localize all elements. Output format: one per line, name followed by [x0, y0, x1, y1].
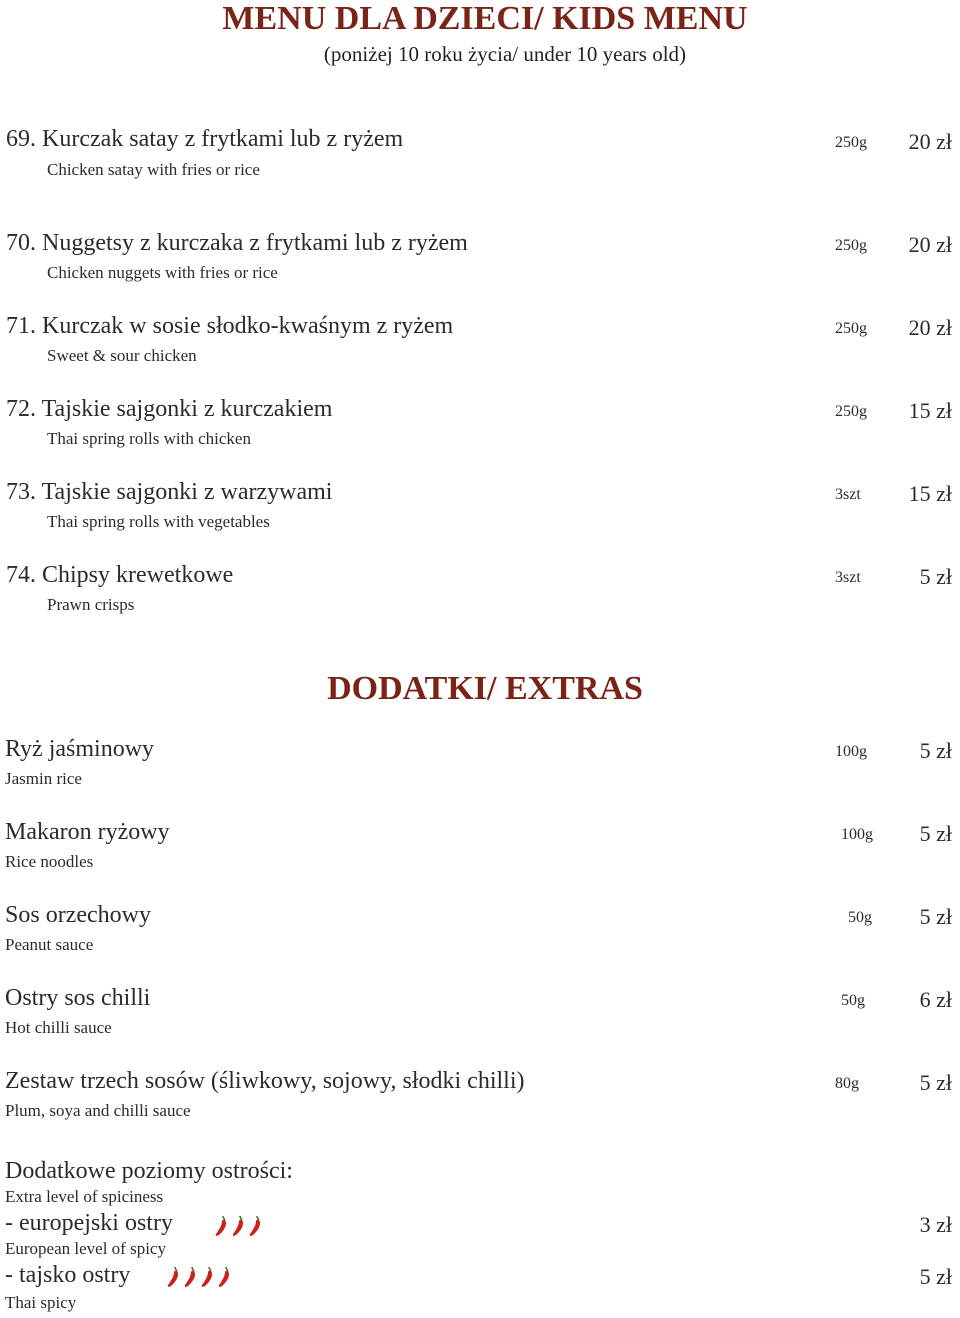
- chili-pepper-icon: [214, 1215, 228, 1237]
- item-name-en: Thai spring rolls with vegetables: [47, 512, 270, 531]
- item-name-pl: Ryż jaśminowy: [5, 736, 155, 762]
- item-name-en: Hot chilli sauce: [5, 1018, 112, 1037]
- spice-level-en: European level of spicy: [5, 1239, 166, 1258]
- item-price: 15 zł: [908, 398, 952, 423]
- item-name-pl: 72. Tajskie sajgonki z kurczakiem: [6, 396, 333, 422]
- item-price: 20 zł: [908, 315, 952, 340]
- item-name-en: Prawn crisps: [47, 595, 135, 614]
- spice-level-pl: - europejski ostry: [5, 1210, 173, 1236]
- chili-pepper-icon: [200, 1266, 214, 1288]
- item-weight: 50g: [841, 992, 865, 1009]
- item-price: 5 zł: [919, 738, 952, 763]
- item-price: 20 zł: [908, 129, 952, 154]
- item-price: 5 zł: [919, 564, 952, 589]
- spice-heading-en: Extra level of spiciness: [5, 1187, 164, 1206]
- item-weight: 250g: [835, 134, 867, 151]
- item-name-pl: Ostry sos chilli: [5, 985, 151, 1011]
- spice-level-pl: - tajsko ostry: [5, 1262, 131, 1288]
- spice-level-en: Thai spicy: [5, 1293, 77, 1312]
- item-name-en: Plum, soya and chilli sauce: [5, 1101, 191, 1120]
- menu-subtitle: (poniżej 10 roku życia/ under 10 years old): [323, 42, 687, 66]
- spice-price: 5 zł: [919, 1264, 952, 1289]
- item-price: 20 zł: [908, 232, 952, 257]
- item-name-pl: 70. Nuggetsy z kurczaka z frytkami lub z ryżem: [6, 230, 468, 256]
- item-weight: 100g: [841, 826, 873, 843]
- item-name-pl: 69. Kurczak satay z frytkami lub z ryżem: [6, 126, 404, 152]
- item-name-en: Chicken satay with fries or rice: [47, 160, 260, 179]
- spice-peppers: [214, 1215, 265, 1237]
- item-name-pl: Sos orzechowy: [5, 902, 151, 928]
- item-weight: 250g: [835, 403, 867, 420]
- item-weight: 80g: [835, 1075, 859, 1092]
- item-name-en: Sweet & sour chicken: [47, 346, 197, 365]
- item-name-en: Peanut sauce: [5, 935, 94, 954]
- item-name-en: Thai spring rolls with chicken: [47, 429, 251, 448]
- item-name-pl: Zestaw trzech sosów (śliwkowy, sojowy, słodki chilli): [5, 1068, 525, 1094]
- item-name-pl: 71. Kurczak w sosie słodko-kwaśnym z ryżem: [6, 313, 454, 339]
- item-name-pl: Makaron ryżowy: [5, 819, 170, 845]
- chili-pepper-icon: [166, 1266, 180, 1288]
- item-price: 5 zł: [919, 821, 952, 846]
- spice-price: 3 zł: [919, 1212, 952, 1237]
- item-price: 15 zł: [908, 481, 952, 506]
- item-weight: 250g: [835, 237, 867, 254]
- item-price: 6 zł: [919, 987, 952, 1012]
- item-weight: 250g: [835, 320, 867, 337]
- chili-pepper-icon: [231, 1215, 245, 1237]
- extras-title: DODATKI/ EXTRAS: [327, 670, 643, 707]
- item-weight: 3szt: [835, 569, 861, 586]
- item-price: 5 zł: [919, 1070, 952, 1095]
- item-name-pl: 74. Chipsy krewetkowe: [6, 562, 234, 588]
- item-price: 5 zł: [919, 904, 952, 929]
- item-name-en: Jasmin rice: [5, 769, 82, 788]
- item-weight: 3szt: [835, 486, 861, 503]
- item-name-en: Chicken nuggets with fries or rice: [47, 263, 278, 282]
- item-name-en: Rice noodles: [5, 852, 94, 871]
- item-weight: 100g: [835, 743, 867, 760]
- item-name-pl: 73. Tajskie sajgonki z warzywami: [6, 479, 333, 505]
- menu-title: MENU DLA DZIECI/ KIDS MENU: [222, 0, 748, 37]
- item-weight: 50g: [848, 909, 872, 926]
- spice-heading-pl: Dodatkowe poziomy ostrości:: [5, 1158, 293, 1184]
- chili-pepper-icon: [248, 1215, 262, 1237]
- spice-peppers: [166, 1266, 234, 1288]
- chili-pepper-icon: [183, 1266, 197, 1288]
- chili-pepper-icon: [217, 1266, 231, 1288]
